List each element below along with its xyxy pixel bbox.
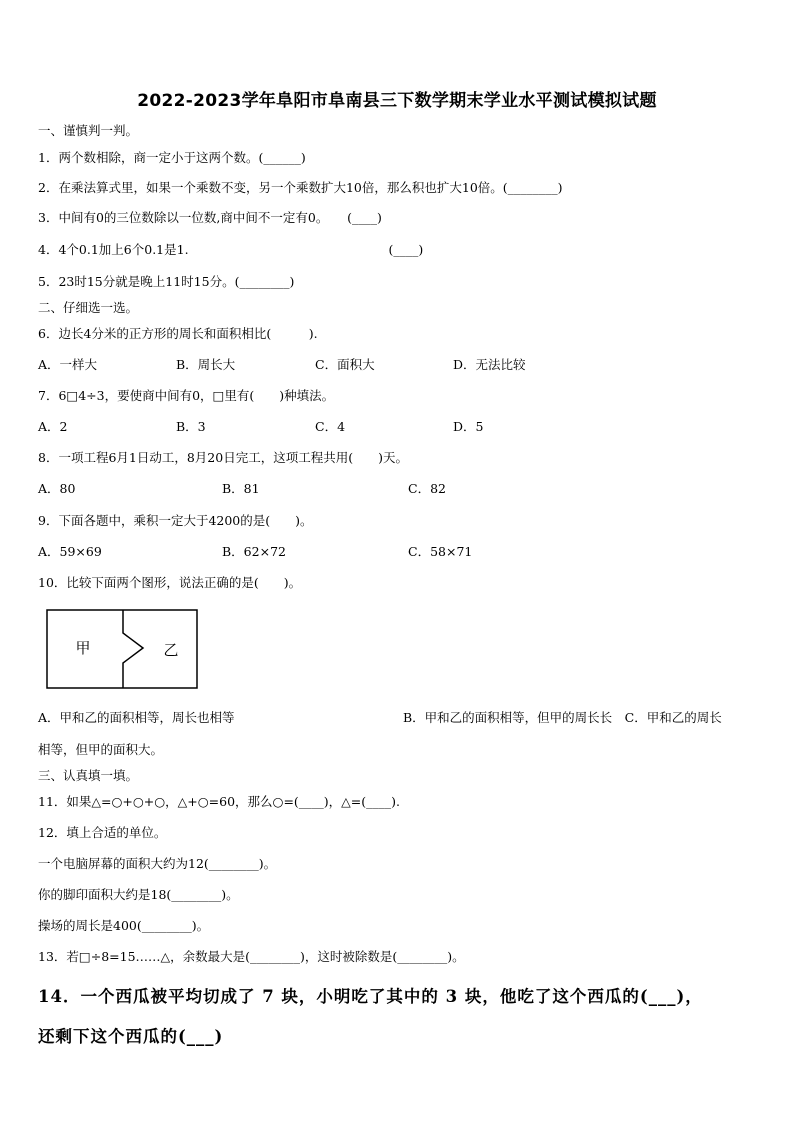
question-6-stem: 6．边长4分米的正方形的周长和面积相比( ). [38,326,318,341]
question-8-stem: 8．一项工程6月1日动工，8月20日完工，这项工程共用( )天。 [38,450,408,465]
section-heading-1: 一、谨慎判一判。 [38,123,139,138]
question-10-stem: 10．比较下面两个图形，说法正确的是( )。 [38,575,302,590]
figure-divider-line [123,610,143,688]
question-5: 5．23时15分就是晚上11时15分。(________) [38,274,295,289]
question-7-stem: 7．6□4÷3，要使商中间有0，□里有( )种填法。 [38,388,335,403]
q10-option-a: A．甲和乙的面积相等，周长也相等 [38,710,235,725]
question-2: 2．在乘法算式里，如果一个乘数不变，另一个乘数扩大10倍，那么积也扩大10倍。(________) [38,180,563,195]
q10-option-c-continued: 相等，但甲的面积大。 [38,742,164,757]
question-12-line-3: 操场的周长是400(________)。 [38,918,210,933]
q9-option-a: A．59×69 [38,544,102,559]
q9-option-b: B．62×72 [222,544,286,559]
q8-option-c: C．82 [408,481,446,496]
q10-option-b-c: B．甲和乙的面积相等，但甲的周长长 C．甲和乙的周长 [403,710,722,725]
section-heading-2: 二、仔细选一选。 [38,300,139,315]
page-title: 2022-2023学年阜阳市阜南县三下数学期末学业水平测试模拟试题 [137,91,657,111]
q8-option-a: A．80 [38,481,76,496]
question-12-line-2: 你的脚印面积大约是18(________)。 [38,887,239,902]
q8-option-b: B．81 [222,481,260,496]
q7-option-d: D．5 [453,419,484,434]
q6-option-d: D．无法比较 [453,357,526,372]
question-11: 11．如果△=○+○+○，△+○=60，那么○=(____)，△=(____). [38,794,400,809]
q7-option-a: A．2 [38,419,68,434]
question-12-line-1: 一个电脑屏幕的面积大约为12(________)。 [38,856,277,871]
q6-option-a: A．一样大 [38,357,98,372]
question-1: 1．两个数相除，商一定小于这两个数。(______) [38,150,306,165]
q10-figure [46,609,200,691]
question-12-stem: 12．填上合适的单位。 [38,825,167,840]
question-13: 13．若□÷8=15……△，余数最大是(________)，这时被除数是(________)。 [38,949,465,964]
figure-label-jia: 甲 [75,639,91,657]
q7-option-c: C．4 [315,419,346,434]
q6-option-c: C．面积大 [315,357,375,372]
q7-option-b: B．3 [176,419,206,434]
question-4: 4．4个0.1加上6个0.1是1. (____) [38,242,424,257]
q9-option-c: C．58×71 [408,544,473,559]
q6-option-b: B．周长大 [176,357,236,372]
question-3: 3．中间有0的三位数除以一位数,商中间不一定有0。 (____) [38,210,382,225]
question-14-line-1: 14．一个西瓜被平均切成了 7 块，小明吃了其中的 3 块，他吃了这个西瓜的(___)， [38,987,703,1006]
section-heading-3: 三、认真填一填。 [38,768,139,783]
question-14-line-2: 还剩下这个西瓜的(___) [38,1027,224,1046]
figure-label-yi: 乙 [163,641,179,659]
question-9-stem: 9．下面各题中，乘积一定大于4200的是( )。 [38,513,313,528]
